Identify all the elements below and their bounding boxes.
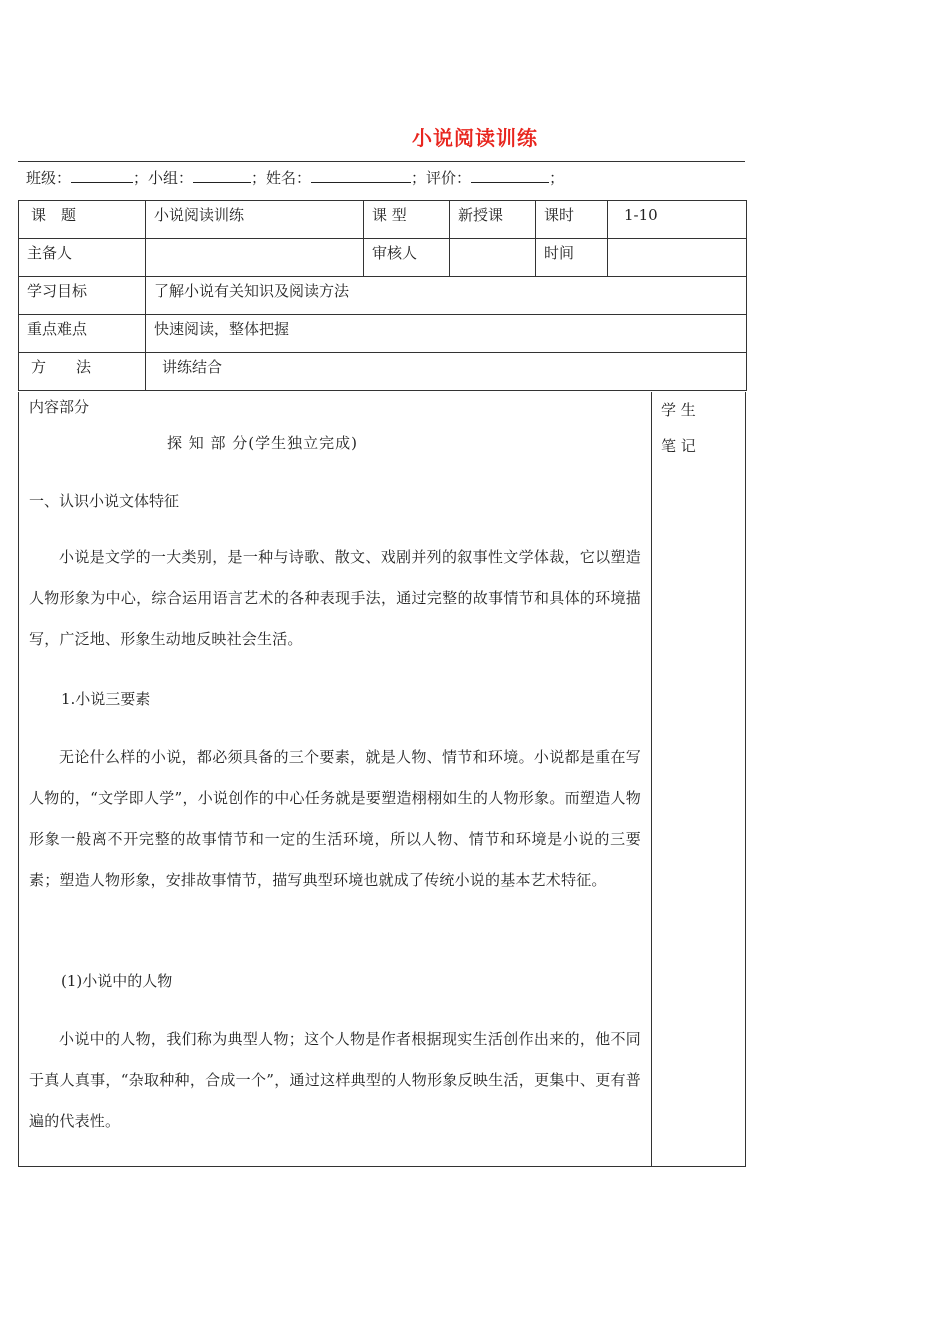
group-blank[interactable]	[193, 166, 251, 183]
paragraph-elements: 无论什么样的小说，都必须具备的三个要素，就是人物、情节和环境。小说都是重在写人物的，“文学即人学”，小说创作的中心任务就是要塑造栩栩如生的人物形象。而塑造人物形象一般离不开完整的故事情节和一定的生活环境，所以人物、情节和环境是小说的三要素；塑造人物形象，安排故事情节，描写典型环境也就成了传统小说的基本艺术特征。	[29, 748, 641, 889]
table-row	[19, 315, 747, 353]
topic-value: 小说阅读训练	[146, 201, 364, 239]
info-end: ；	[549, 169, 565, 187]
group-label: ；小组：	[133, 169, 194, 187]
eval-label: ；评价：	[411, 169, 472, 187]
lesson-meta-table	[18, 200, 747, 391]
key-value: 快速阅读，整体把握	[146, 315, 747, 353]
hours-label: 课时	[536, 201, 608, 239]
notes-label-line1: 学 生	[661, 401, 696, 419]
student-info-line	[26, 166, 564, 188]
type-value: 新授课	[450, 201, 536, 239]
preparer-value	[146, 239, 364, 277]
table-row	[19, 239, 747, 277]
table-row	[19, 277, 747, 315]
item-heading-elements: 1.小说三要素	[61, 690, 151, 708]
name-blank[interactable]	[311, 166, 411, 183]
title-divider	[18, 161, 745, 162]
topic-label: 课 题	[19, 201, 146, 239]
notes-divider	[651, 392, 652, 1166]
table-row	[19, 353, 747, 391]
content-section	[18, 392, 746, 1167]
section-subtitle: 探 知 部 分(学生独立完成)	[167, 434, 359, 452]
reviewer-label: 审核人	[364, 239, 450, 277]
type-label: 课 型	[364, 201, 450, 239]
key-label: 重点难点	[19, 315, 146, 353]
paragraph-characters: 小说中的人物，我们称为典型人物；这个人物是作者根据现实生活创作出来的，他不同于真人真事，“杂取种种，合成一个”，通过这样典型的人物形象反映生活，更集中、更有普遍的代表性。	[29, 1030, 641, 1130]
eval-blank[interactable]	[471, 166, 549, 183]
class-label: 班级：	[26, 169, 72, 187]
preparer-label: 主备人	[19, 239, 146, 277]
content-label: 内容部分	[29, 398, 90, 416]
name-label: ；姓名：	[251, 169, 312, 187]
item-heading-characters: (1)小说中的人物	[61, 972, 173, 990]
student-notes-column	[661, 392, 741, 464]
goal-label: 学习目标	[19, 277, 146, 315]
method-value: 讲练结合	[146, 353, 747, 391]
method-label: 方 法	[19, 353, 146, 391]
table-row	[19, 201, 747, 239]
time-value	[608, 239, 747, 277]
time-label: 时间	[536, 239, 608, 277]
notes-label-line2: 笔 记	[661, 437, 696, 455]
section-heading: 一、认识小说文体特征	[29, 492, 180, 510]
goal-value: 了解小说有关知识及阅读方法	[146, 277, 747, 315]
reviewer-value	[450, 239, 536, 277]
page-title: 小说阅读训练	[412, 126, 538, 150]
paragraph-intro: 小说是文学的一大类别，是一种与诗歌、散文、戏剧并列的叙事性文学体裁，它以塑造人物形象为中心，综合运用语言艺术的各种表现手法，通过完整的故事情节和具体的环境描写，广泛地、形象生动地反映社会生活。	[29, 548, 641, 648]
hours-value: 1-10	[608, 201, 747, 239]
class-blank[interactable]	[71, 166, 133, 183]
